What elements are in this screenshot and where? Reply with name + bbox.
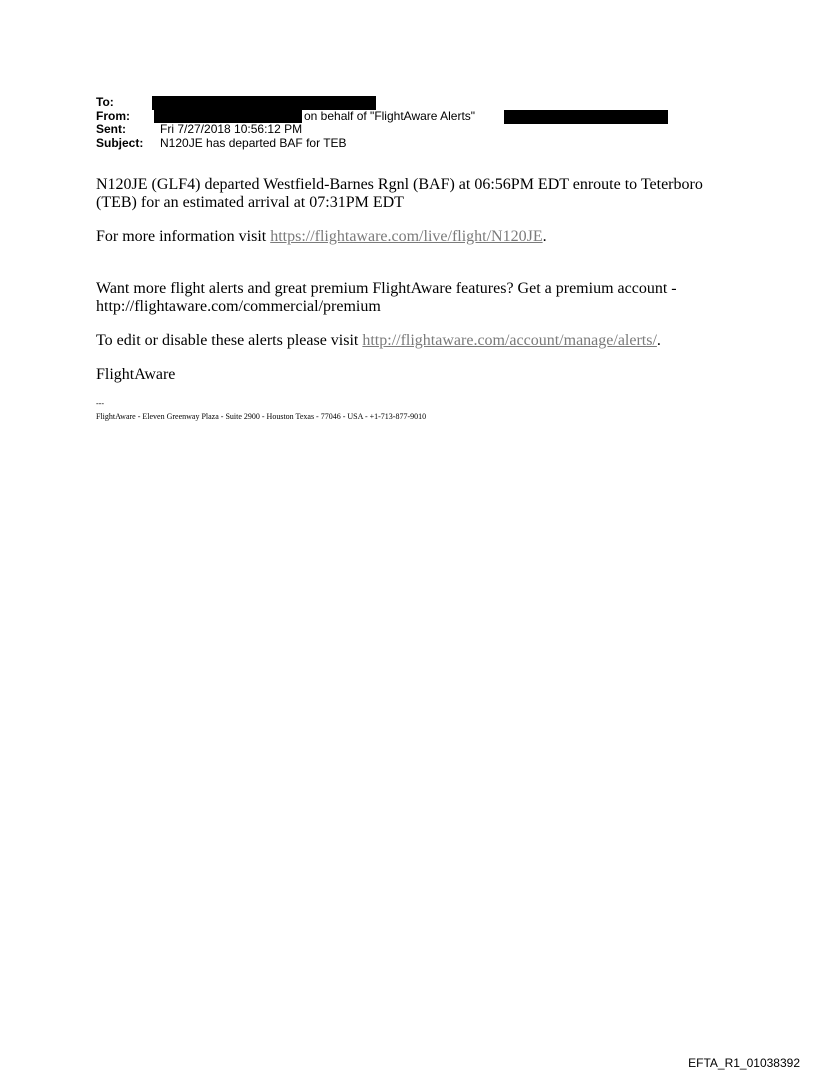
sent-value: Fri 7/27/2018 10:56:12 PM <box>160 122 303 136</box>
signature-paragraph <box>96 366 736 384</box>
from-behalf-text: on behalf of "FlightAware Alerts" <box>304 108 476 123</box>
more-info-paragraph <box>96 228 736 246</box>
edit-alerts-paragraph <box>96 332 736 350</box>
sent-label: Sent: <box>96 122 126 136</box>
manage-alerts-link[interactable]: http://flightaware.com/account/manage/alerts/ <box>362 332 657 349</box>
more-info-prefix: For more information visit <box>96 228 271 245</box>
from-redaction-1 <box>154 109 302 123</box>
more-info-suffix: . <box>542 228 547 245</box>
to-label: To: <box>96 95 114 109</box>
subject-value: N120JE has departed BAF for TEB <box>160 135 347 150</box>
document-id: EFTA_R1_01038392 <box>688 1056 800 1070</box>
departure-text: N120JE (GLF4) departed Westfield-Barnes Rgnl (BAF) at 06:56PM EDT enroute to Teterboro (TEB) for an estimated arrival at 07:31PM EDT <box>96 176 703 211</box>
premium-paragraph <box>96 280 736 316</box>
edit-suffix: . <box>656 332 661 349</box>
from-label: From: <box>96 108 130 123</box>
footer-address: FlightAware - Eleven Greenway Plaza - Suite 2900 - Houston Texas - 77046 - USA - +1-713-877-9010 <box>96 412 427 421</box>
edit-prefix: To edit or disable these alerts please visit <box>96 332 363 349</box>
subject-label: Subject: <box>96 135 144 150</box>
flight-link[interactable]: https://flightaware.com/live/flight/N120JE <box>270 228 543 245</box>
signature-text: FlightAware <box>96 366 176 383</box>
premium-text: Want more flight alerts and great premium FlightAware features? Get a premium account - http://flightaware.com/commercial/premium <box>96 280 677 315</box>
footer-separator: --- <box>96 399 104 408</box>
from-redaction-2 <box>504 110 668 124</box>
departure-paragraph <box>96 176 736 212</box>
